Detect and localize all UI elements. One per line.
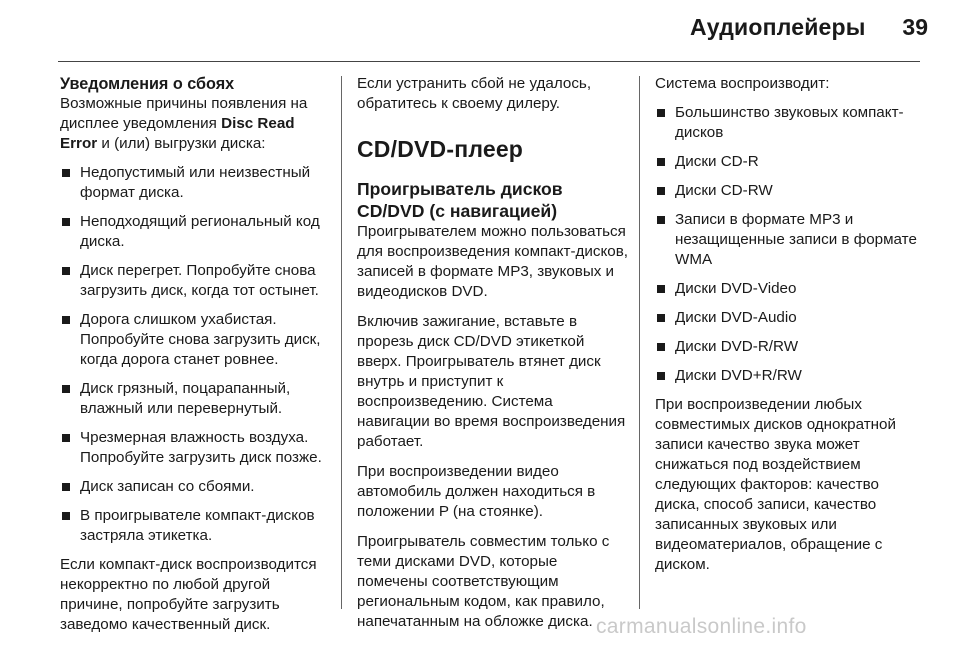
list-item-text: Недопустимый или неизвестный формат диска. (80, 164, 311, 201)
list-item-text: Большинство звуковых компакт-дисков (675, 104, 904, 141)
error-intro-paragraph (60, 94, 332, 154)
bullet-icon (62, 434, 70, 442)
error-outro-paragraph: Если компакт-диск воспроизводится некорректно по любой другой причине, попробуйте загрузить заведомо качественный диск. (60, 556, 317, 633)
list-item-text: Диск грязный, поцарапанный, влажный или перевернутый. (80, 380, 291, 417)
page-title: Аудиоплейеры (690, 14, 866, 40)
watermark: carmanualsonline.info (596, 615, 807, 638)
bullet-icon (62, 512, 70, 520)
paragraph: При воспроизведении видео автомобиль должен находиться в положении P (на стоянке). (357, 463, 596, 520)
column-1 (60, 74, 332, 645)
list-item (60, 428, 332, 468)
list-item (60, 212, 332, 252)
paragraph: Проигрывателем можно пользоваться для воспроизведения компакт-дисков, записей в формате MP3, звуковых и видеодисков DVD. (357, 223, 628, 300)
list-item-text: Диски DVD-Video (675, 280, 797, 297)
bullet-icon (62, 169, 70, 177)
bullet-icon (657, 158, 665, 166)
disc-read-error-term: Disc Read Error (60, 115, 295, 152)
bullet-icon (657, 372, 665, 380)
list-item-text: Диск перегрет. Попробуйте снова загрузить диск, когда тот остынет. (80, 262, 319, 299)
list-item (655, 103, 927, 143)
error-notifications-heading: Уведомления о сбоях (60, 75, 235, 93)
list-item (60, 261, 332, 301)
bullet-icon (62, 483, 70, 491)
column-2 (357, 74, 629, 642)
list-item-text: Диски CD-RW (675, 182, 773, 199)
cd-dvd-player-heading: CD/DVD-плеер (357, 136, 524, 162)
list-item (60, 506, 332, 546)
bullet-icon (657, 285, 665, 293)
list-item (655, 308, 927, 328)
quality-paragraph: При воспроизведении любых совместимых дисков однократной записи качество звука может снижаться под воздействием следующих факторов: качество диска, способ записи, качество записанных звуковых или видеоматериалов, обращение с диском. (655, 396, 896, 573)
column-3 (655, 74, 927, 585)
list-item (655, 181, 927, 201)
list-item (60, 477, 332, 497)
error-causes-list (60, 163, 332, 546)
intro-text: Возможные причины появления на дисплее уведомления (60, 95, 308, 132)
formats-intro: Система воспроизводит: (655, 75, 830, 92)
bullet-icon (657, 187, 665, 195)
list-item-text: Чрезмерная влажность воздуха. Попробуйте загрузить диск позже. (80, 429, 322, 466)
bullet-icon (62, 267, 70, 275)
list-item-text: Неподходящий региональный код диска. (80, 213, 320, 250)
column-divider (639, 76, 640, 609)
list-item (655, 152, 927, 172)
bullet-icon (657, 109, 665, 117)
list-item-text: Записи в формате MP3 и незащищенные записи в формате WMA (675, 211, 917, 268)
supported-formats-list (655, 103, 927, 386)
list-item-text: Диск записан со сбоями. (80, 478, 255, 495)
page-number: 39 (902, 14, 928, 40)
list-item (655, 337, 927, 357)
list-item (655, 279, 927, 299)
list-item-text: Дорога слишком ухабистая. Попробуйте снова загрузить диск, когда дорога станет ровнее. (80, 311, 321, 368)
bullet-icon (62, 218, 70, 226)
bullet-icon (62, 316, 70, 324)
column-divider (341, 76, 342, 609)
bullet-icon (62, 385, 70, 393)
list-item (655, 210, 927, 270)
paragraph: Включив зажигание, вставьте в прорезь диск CD/DVD этикеткой вверх. Проигрыватель втянет диск внутрь и приступит к воспроизведению. Система навигации во время воспроизведения работает. (357, 313, 626, 450)
header-divider (58, 61, 920, 62)
bullet-icon (657, 314, 665, 322)
paragraph: Проигрыватель совместим только с теми дисками DVD, которые помечены соответствующим региональным кодом, как правило, напечатанным на обложке диска. (357, 533, 610, 630)
list-item-text: Диски DVD-Audio (675, 309, 797, 326)
bullet-icon (657, 343, 665, 351)
list-item (655, 366, 927, 386)
list-item (60, 310, 332, 370)
dealer-paragraph: Если устранить сбой не удалось, обратитесь к своему дилеру. (357, 75, 592, 112)
list-item (60, 379, 332, 419)
list-item-text: В проигрывателе компакт-дисков застряла этикетка. (80, 507, 315, 544)
intro-text-end: и (или) выгрузки диска: (97, 135, 266, 152)
list-item-text: Диски CD-R (675, 153, 759, 170)
navigation-player-heading: Проигрыватель дисков CD/DVD (с навигацией) (357, 179, 563, 221)
bullet-icon (657, 216, 665, 224)
list-item-text: Диски DVD-R/RW (675, 338, 799, 355)
list-item-text: Диски DVD+R/RW (675, 367, 802, 384)
list-item (60, 163, 332, 203)
